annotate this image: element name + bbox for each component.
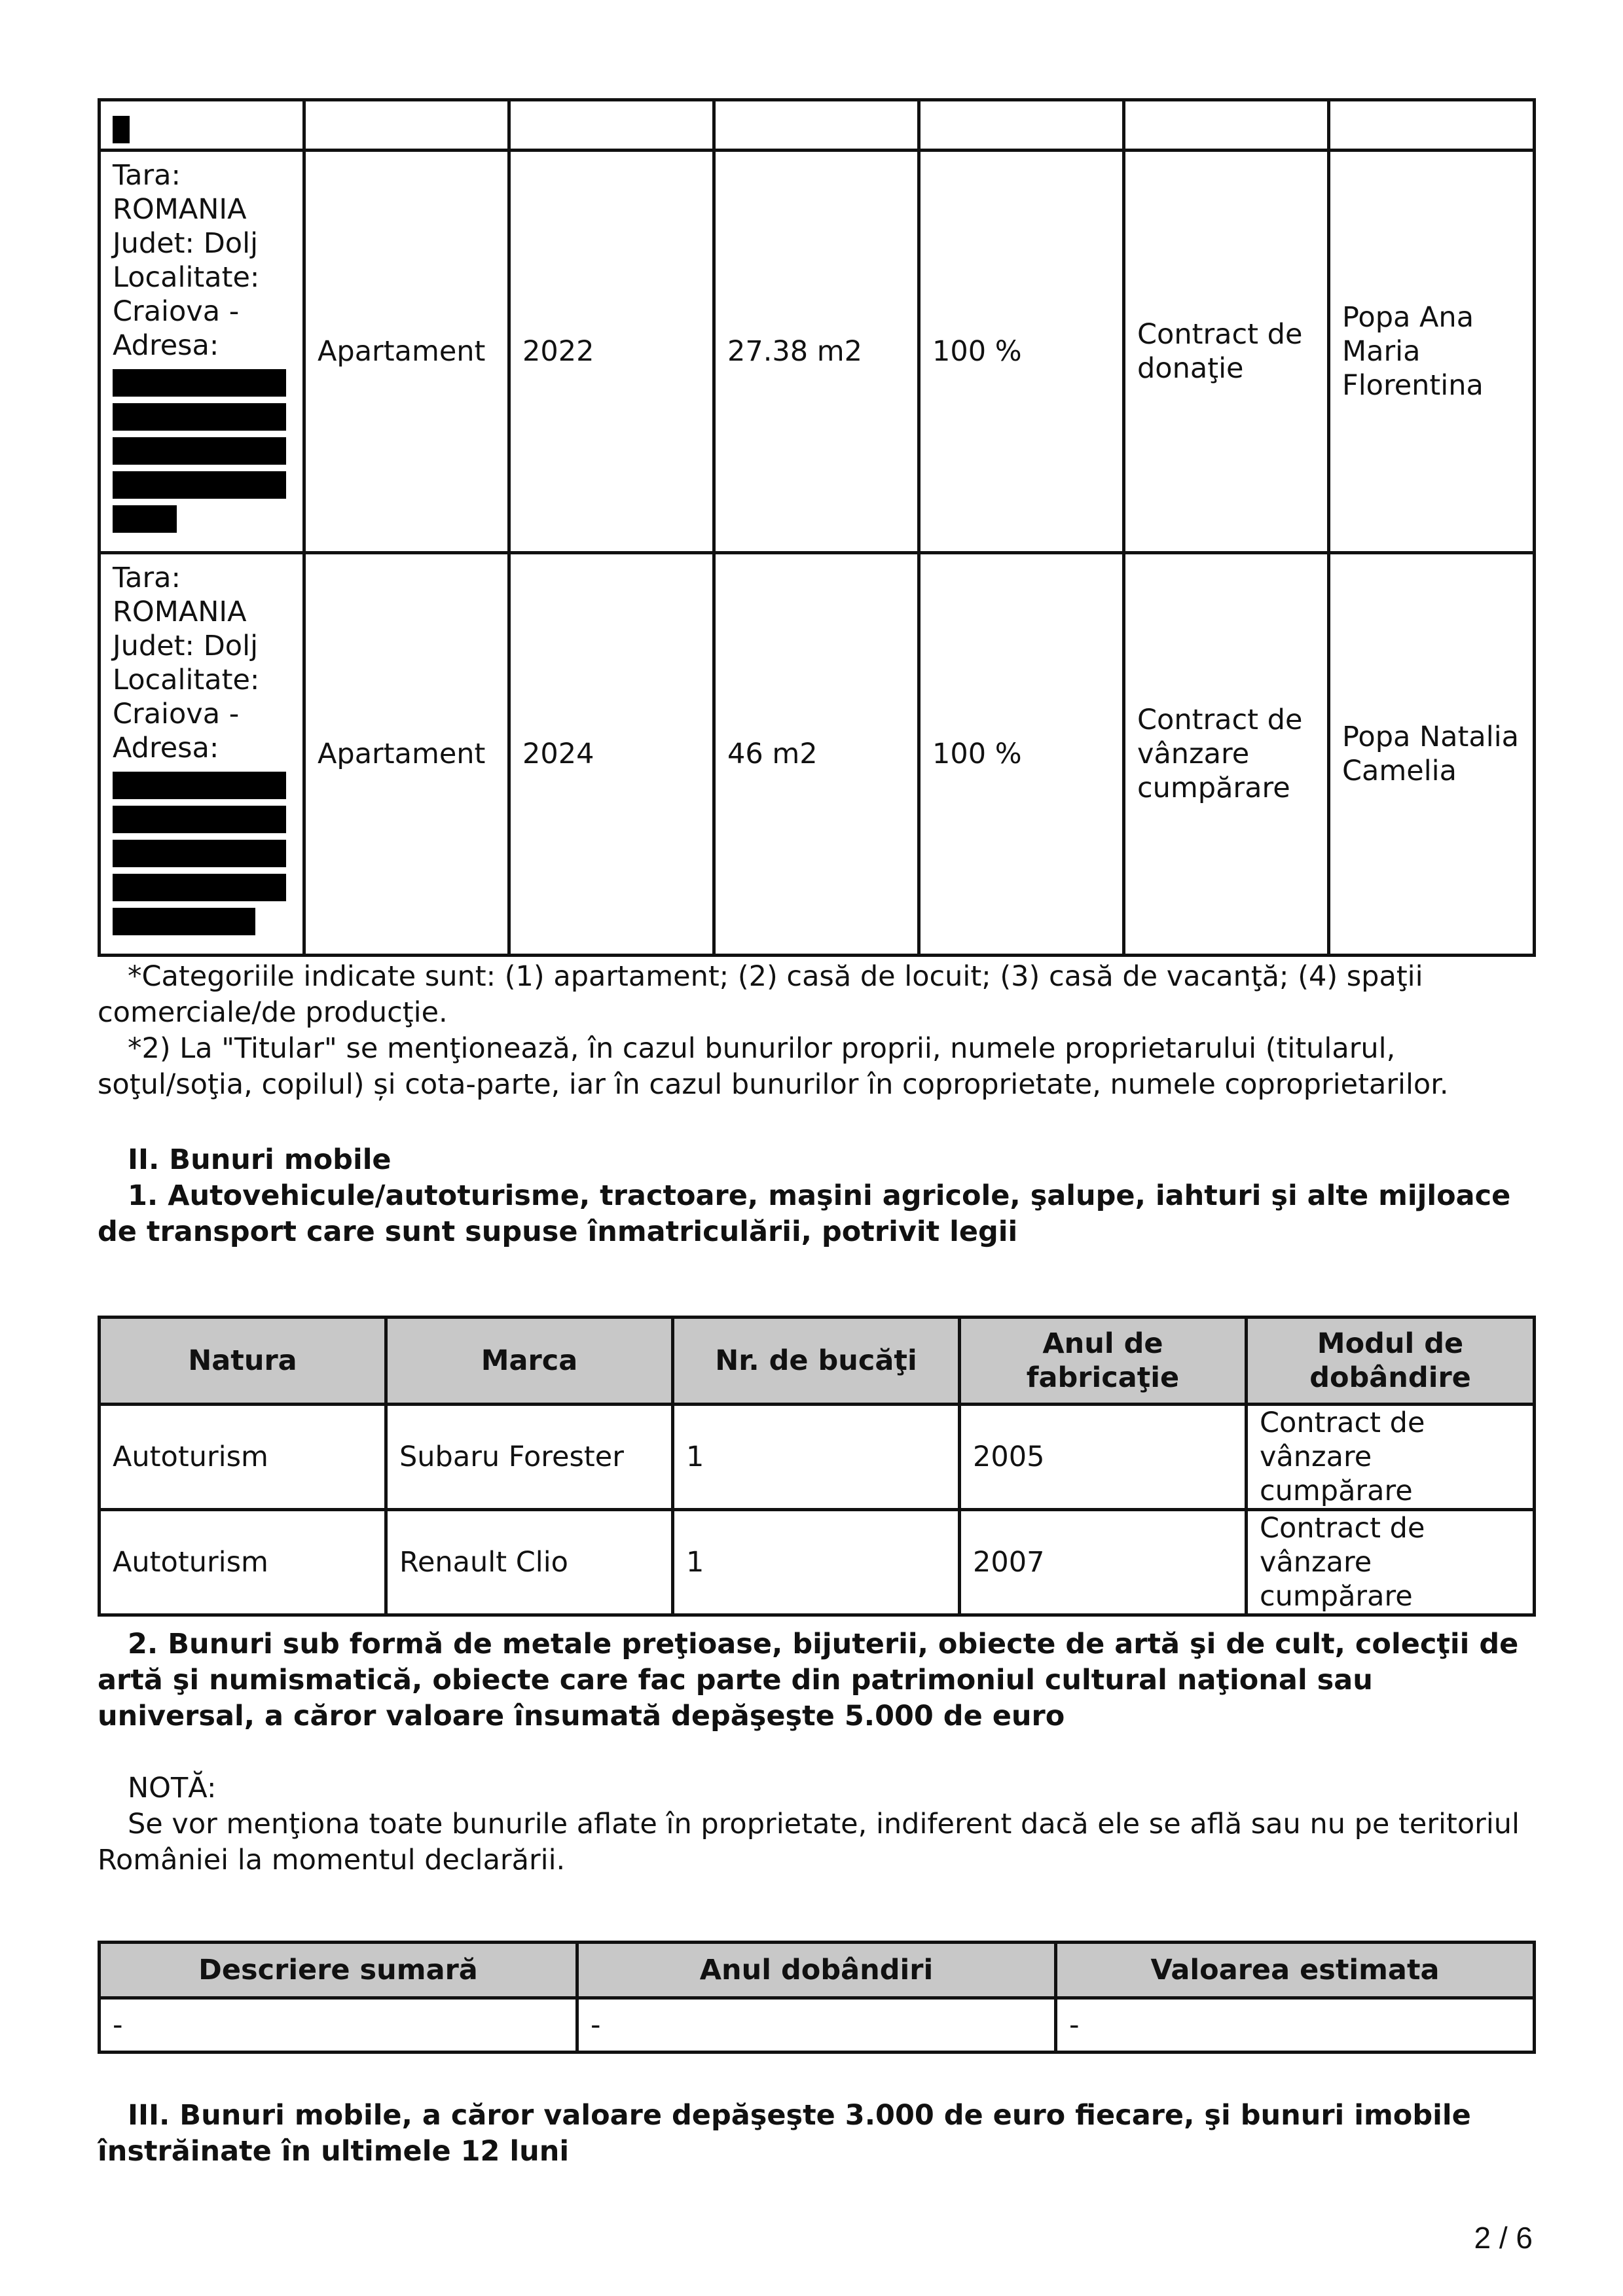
table-cell: Contract de vânzare cumpărare bbox=[1247, 1405, 1535, 1510]
redacted-block bbox=[113, 437, 286, 465]
share-cell: 100 % bbox=[919, 151, 1124, 553]
year-cell: 2024 bbox=[509, 553, 714, 956]
redacted-block bbox=[113, 772, 286, 799]
subsection-heading bbox=[98, 1178, 1533, 1250]
column-header: Anul de fabricaţie bbox=[960, 1318, 1247, 1405]
table-row bbox=[100, 1510, 1535, 1615]
owner-cell: Popa Natalia Camelia bbox=[1329, 553, 1535, 956]
table-cell: Subaru Forester bbox=[386, 1405, 673, 1510]
table-row bbox=[100, 151, 1535, 553]
footnote-text: *2) La "Titular" se menţionează, în cazul bunurilor proprii, numele proprietarului (titularul, soţul/soţia, copilul) și cota-parte, iar în cazul bunurilor în coproprietate, numele coproprietarilor. bbox=[98, 1032, 1449, 1101]
column-header: Anul dobândiri bbox=[577, 1943, 1056, 1998]
table-cell: Contract de vânzare cumpărare bbox=[1247, 1510, 1535, 1615]
acquisition-cell: Contract de vânzare cumpărare bbox=[1124, 553, 1329, 956]
valuables-table bbox=[98, 1941, 1536, 2054]
table-cell bbox=[509, 100, 714, 151]
section-heading bbox=[98, 1142, 1533, 1178]
section-heading-text: III. Bunuri mobile, a căror valoare depăşeşte 3.000 de euro fiecare, şi bunuri imobile înstrăinate în ultimele 12 luni bbox=[98, 2099, 1471, 2168]
nota-body: Se vor menţiona toate bunurile aflate în proprietate, indiferent dacă ele se află sau nu pe teritoriul României la momentul declarării. bbox=[98, 1808, 1520, 1876]
footnote-text: *Categoriile indicate sunt: (1) apartament; (2) casă de locuit; (3) casă de vacanţă; (4) spaţii comerciale/de producţie. bbox=[98, 960, 1423, 1029]
redacted-block bbox=[113, 874, 286, 901]
location-line: Judet: Dolj bbox=[113, 630, 259, 662]
table-header-row bbox=[100, 1318, 1535, 1405]
redacted-block bbox=[113, 908, 255, 935]
location-line: Craiova - bbox=[113, 698, 240, 730]
table-row bbox=[100, 553, 1535, 956]
footnote-titular bbox=[98, 1031, 1533, 1103]
acquisition-cell: Contract de donaţie bbox=[1124, 151, 1329, 553]
owner-cell: Popa Ana Maria Florentina bbox=[1329, 151, 1535, 553]
redacted-block bbox=[113, 116, 130, 143]
table-cell bbox=[304, 100, 509, 151]
location-line: ROMANIA bbox=[113, 596, 247, 628]
table-cell bbox=[919, 100, 1124, 151]
column-header: Nr. de bucăţi bbox=[673, 1318, 960, 1405]
nota-label bbox=[98, 1770, 1533, 1806]
table-cell: Renault Clio bbox=[386, 1510, 673, 1615]
location-cell bbox=[100, 553, 304, 956]
table-row bbox=[100, 1405, 1535, 1510]
table-cell: 1 bbox=[673, 1510, 960, 1615]
location-line: ROMANIA bbox=[113, 193, 247, 226]
table-header-row bbox=[100, 1943, 1535, 1998]
subsection-heading bbox=[98, 1626, 1533, 1734]
column-header: Natura bbox=[100, 1318, 386, 1405]
location-line: Adresa: bbox=[113, 329, 219, 362]
redacted-block bbox=[113, 806, 286, 833]
location-line: Localitate: bbox=[113, 664, 260, 696]
redacted-block bbox=[113, 403, 286, 431]
property-table bbox=[98, 98, 1536, 957]
nota-text bbox=[98, 1806, 1533, 1878]
table-cell: 1 bbox=[673, 1405, 960, 1510]
share-cell: 100 % bbox=[919, 553, 1124, 956]
column-header: Marca bbox=[386, 1318, 673, 1405]
table-cell bbox=[714, 100, 919, 151]
section-heading-text: II. Bunuri mobile bbox=[128, 1143, 392, 1176]
location-cell bbox=[100, 151, 304, 553]
location-line: Tara: bbox=[113, 159, 181, 192]
location-line: Judet: Dolj bbox=[113, 227, 259, 260]
table-cell bbox=[1124, 100, 1329, 151]
subsection-heading-text: 1. Autovehicule/autoturisme, tractoare, maşini agricole, şalupe, iahturi şi alte mijloace de transport care sunt supuse înmatriculării, potrivit legii bbox=[98, 1179, 1511, 1248]
location-line: Localitate: bbox=[113, 261, 260, 294]
subsection-heading-text: 2. Bunuri sub formă de metale preţioase, bijuterii, obiecte de artă şi de cult, colecţii de artă şi numismatică, obiecte care fac parte din patrimoniul cultural naţional sau universal, a căror valoare însumată depăşeşte 5.000 de euro bbox=[98, 1628, 1519, 1732]
section-heading bbox=[98, 2098, 1533, 2170]
year-cell: 2022 bbox=[509, 151, 714, 553]
table-cell: 2005 bbox=[960, 1405, 1247, 1510]
nota-label-text: NOTĂ: bbox=[128, 1772, 217, 1804]
table-cell: Autoturism bbox=[100, 1405, 386, 1510]
area-cell: 46 m2 bbox=[714, 553, 919, 956]
table-row bbox=[100, 1998, 1535, 2053]
redacted-block bbox=[113, 369, 286, 397]
table-cell: 2007 bbox=[960, 1510, 1247, 1615]
redacted-block bbox=[113, 505, 177, 533]
area-cell: 27.38 m2 bbox=[714, 151, 919, 553]
location-line: Adresa: bbox=[113, 732, 219, 764]
table-cell bbox=[100, 100, 304, 151]
location-line: Tara: bbox=[113, 562, 181, 594]
footnote-categories bbox=[98, 959, 1533, 1031]
table-cell: - bbox=[1056, 1998, 1535, 2053]
page-number: 2 / 6 bbox=[1474, 2221, 1533, 2255]
table-cell: Autoturism bbox=[100, 1510, 386, 1615]
category-cell: Apartament bbox=[304, 553, 509, 956]
column-header: Modul de dobândire bbox=[1247, 1318, 1535, 1405]
table-cell bbox=[1329, 100, 1535, 151]
location-line: Craiova - bbox=[113, 295, 240, 328]
redacted-block bbox=[113, 471, 286, 499]
table-row bbox=[100, 100, 1535, 151]
column-header: Descriere sumară bbox=[100, 1943, 577, 1998]
column-header: Valoarea estimata bbox=[1056, 1943, 1535, 1998]
table-cell: - bbox=[100, 1998, 577, 2053]
vehicles-table bbox=[98, 1316, 1536, 1617]
category-cell: Apartament bbox=[304, 151, 509, 553]
redacted-block bbox=[113, 840, 286, 867]
table-cell: - bbox=[577, 1998, 1056, 2053]
